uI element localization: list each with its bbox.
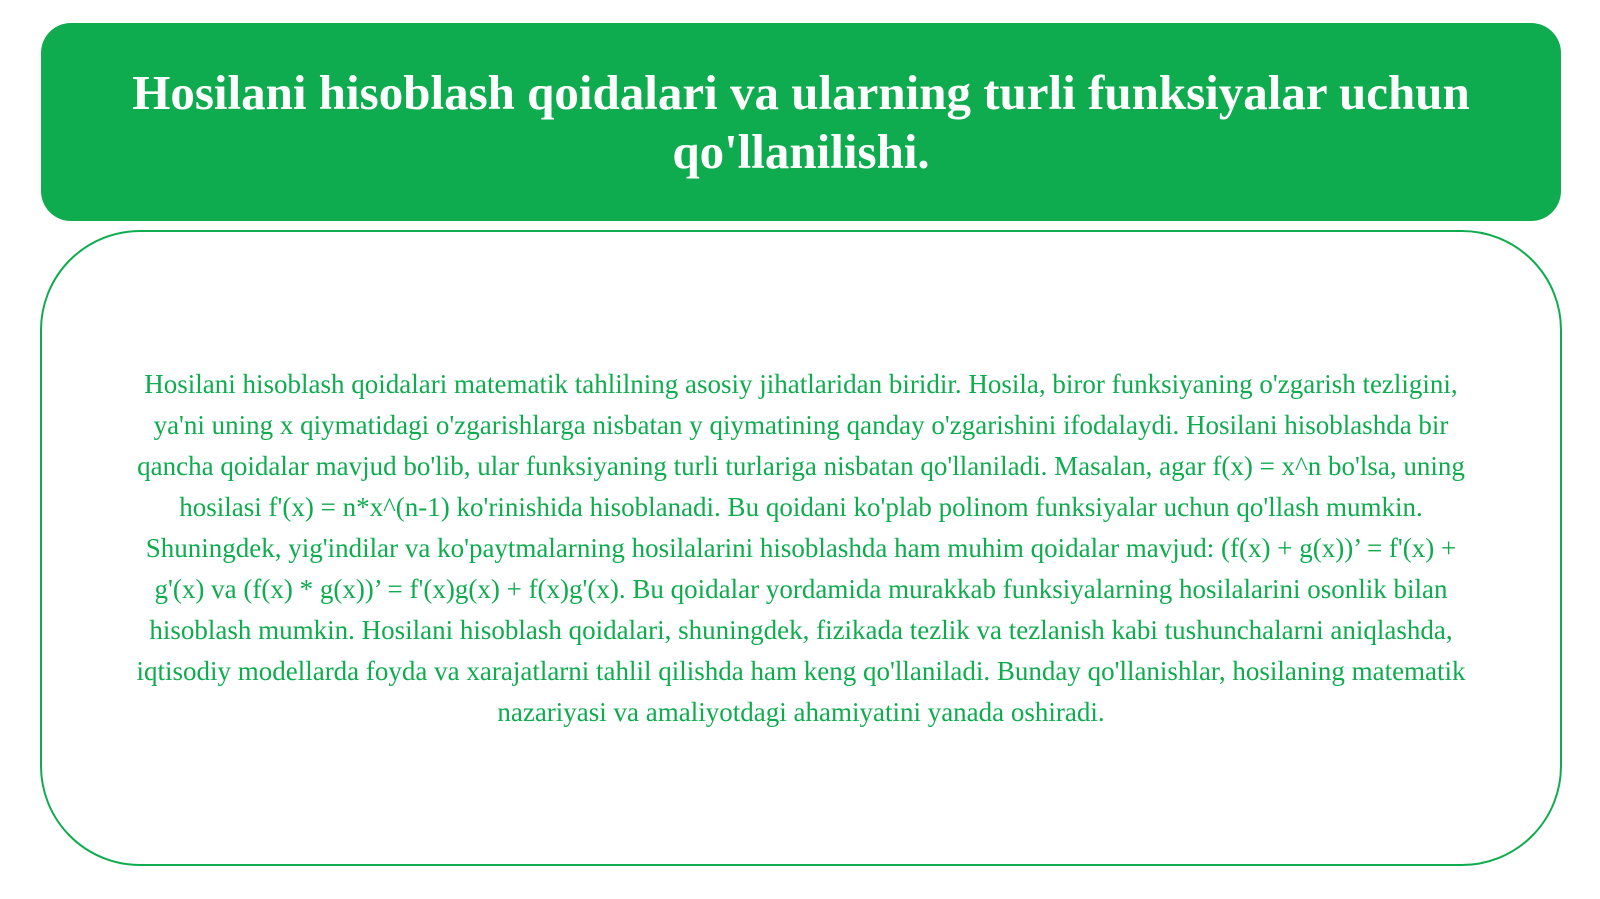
title-banner xyxy=(41,23,1561,221)
slide-body-text: Hosilani hisoblash qoidalari matematik tahlilning asosiy jihatlaridan biridir. Hosila, biror funksiyaning o'zgarish tezligini, ya'ni uning x qiymatidagi o'zgarishlarga nisbatan y qiymatining qanday o'zgarishini ifodalaydi. Hosilani hisoblashda bir qancha qoidalar mavjud bo'lib, ular funksiyaning turli turlariga nisbatan qo'llaniladi. Masalan, agar f(x) = x^n bo'lsa, uning hosilasi f'(x) = n*x^(n-1) ko'rinishida hisoblanadi. Bu qoidani ko'plab polinom funksiyalar uchun qo'llash mumkin. Shuningdek, yig'indilar va ko'paytmalarning hosilalarini hisoblashda ham muhim qoidalar mavjud: (f(x) + g(x))’ = f'(x) + g'(x) va (f(x) * g(x))’ = f'(x)g(x) + f(x)g'(x). Bu qoidalar yordamida murakkab funksiyalarning hosilalarini osonlik bilan hisoblash mumkin. Hosilani hisoblash qoidalari, shuningdek, fizikada tezlik va tezlanish kabi tushunchalarni aniqlashda, iqtisodiy modellarda foyda va xarajatlarni tahlil qilishda ham keng qo'llaniladi. Bunday qo'llanishlar, hosilaning matematik nazariyasi va amaliyotdagi ahamiyatini yanada oshiradi. xyxy=(136,368,1466,727)
slide-title: Hosilani hisoblash qoidalari va ularning turli funksiyalar uchun qo'llanilishi. xyxy=(132,65,1470,179)
content-panel xyxy=(40,230,1562,866)
